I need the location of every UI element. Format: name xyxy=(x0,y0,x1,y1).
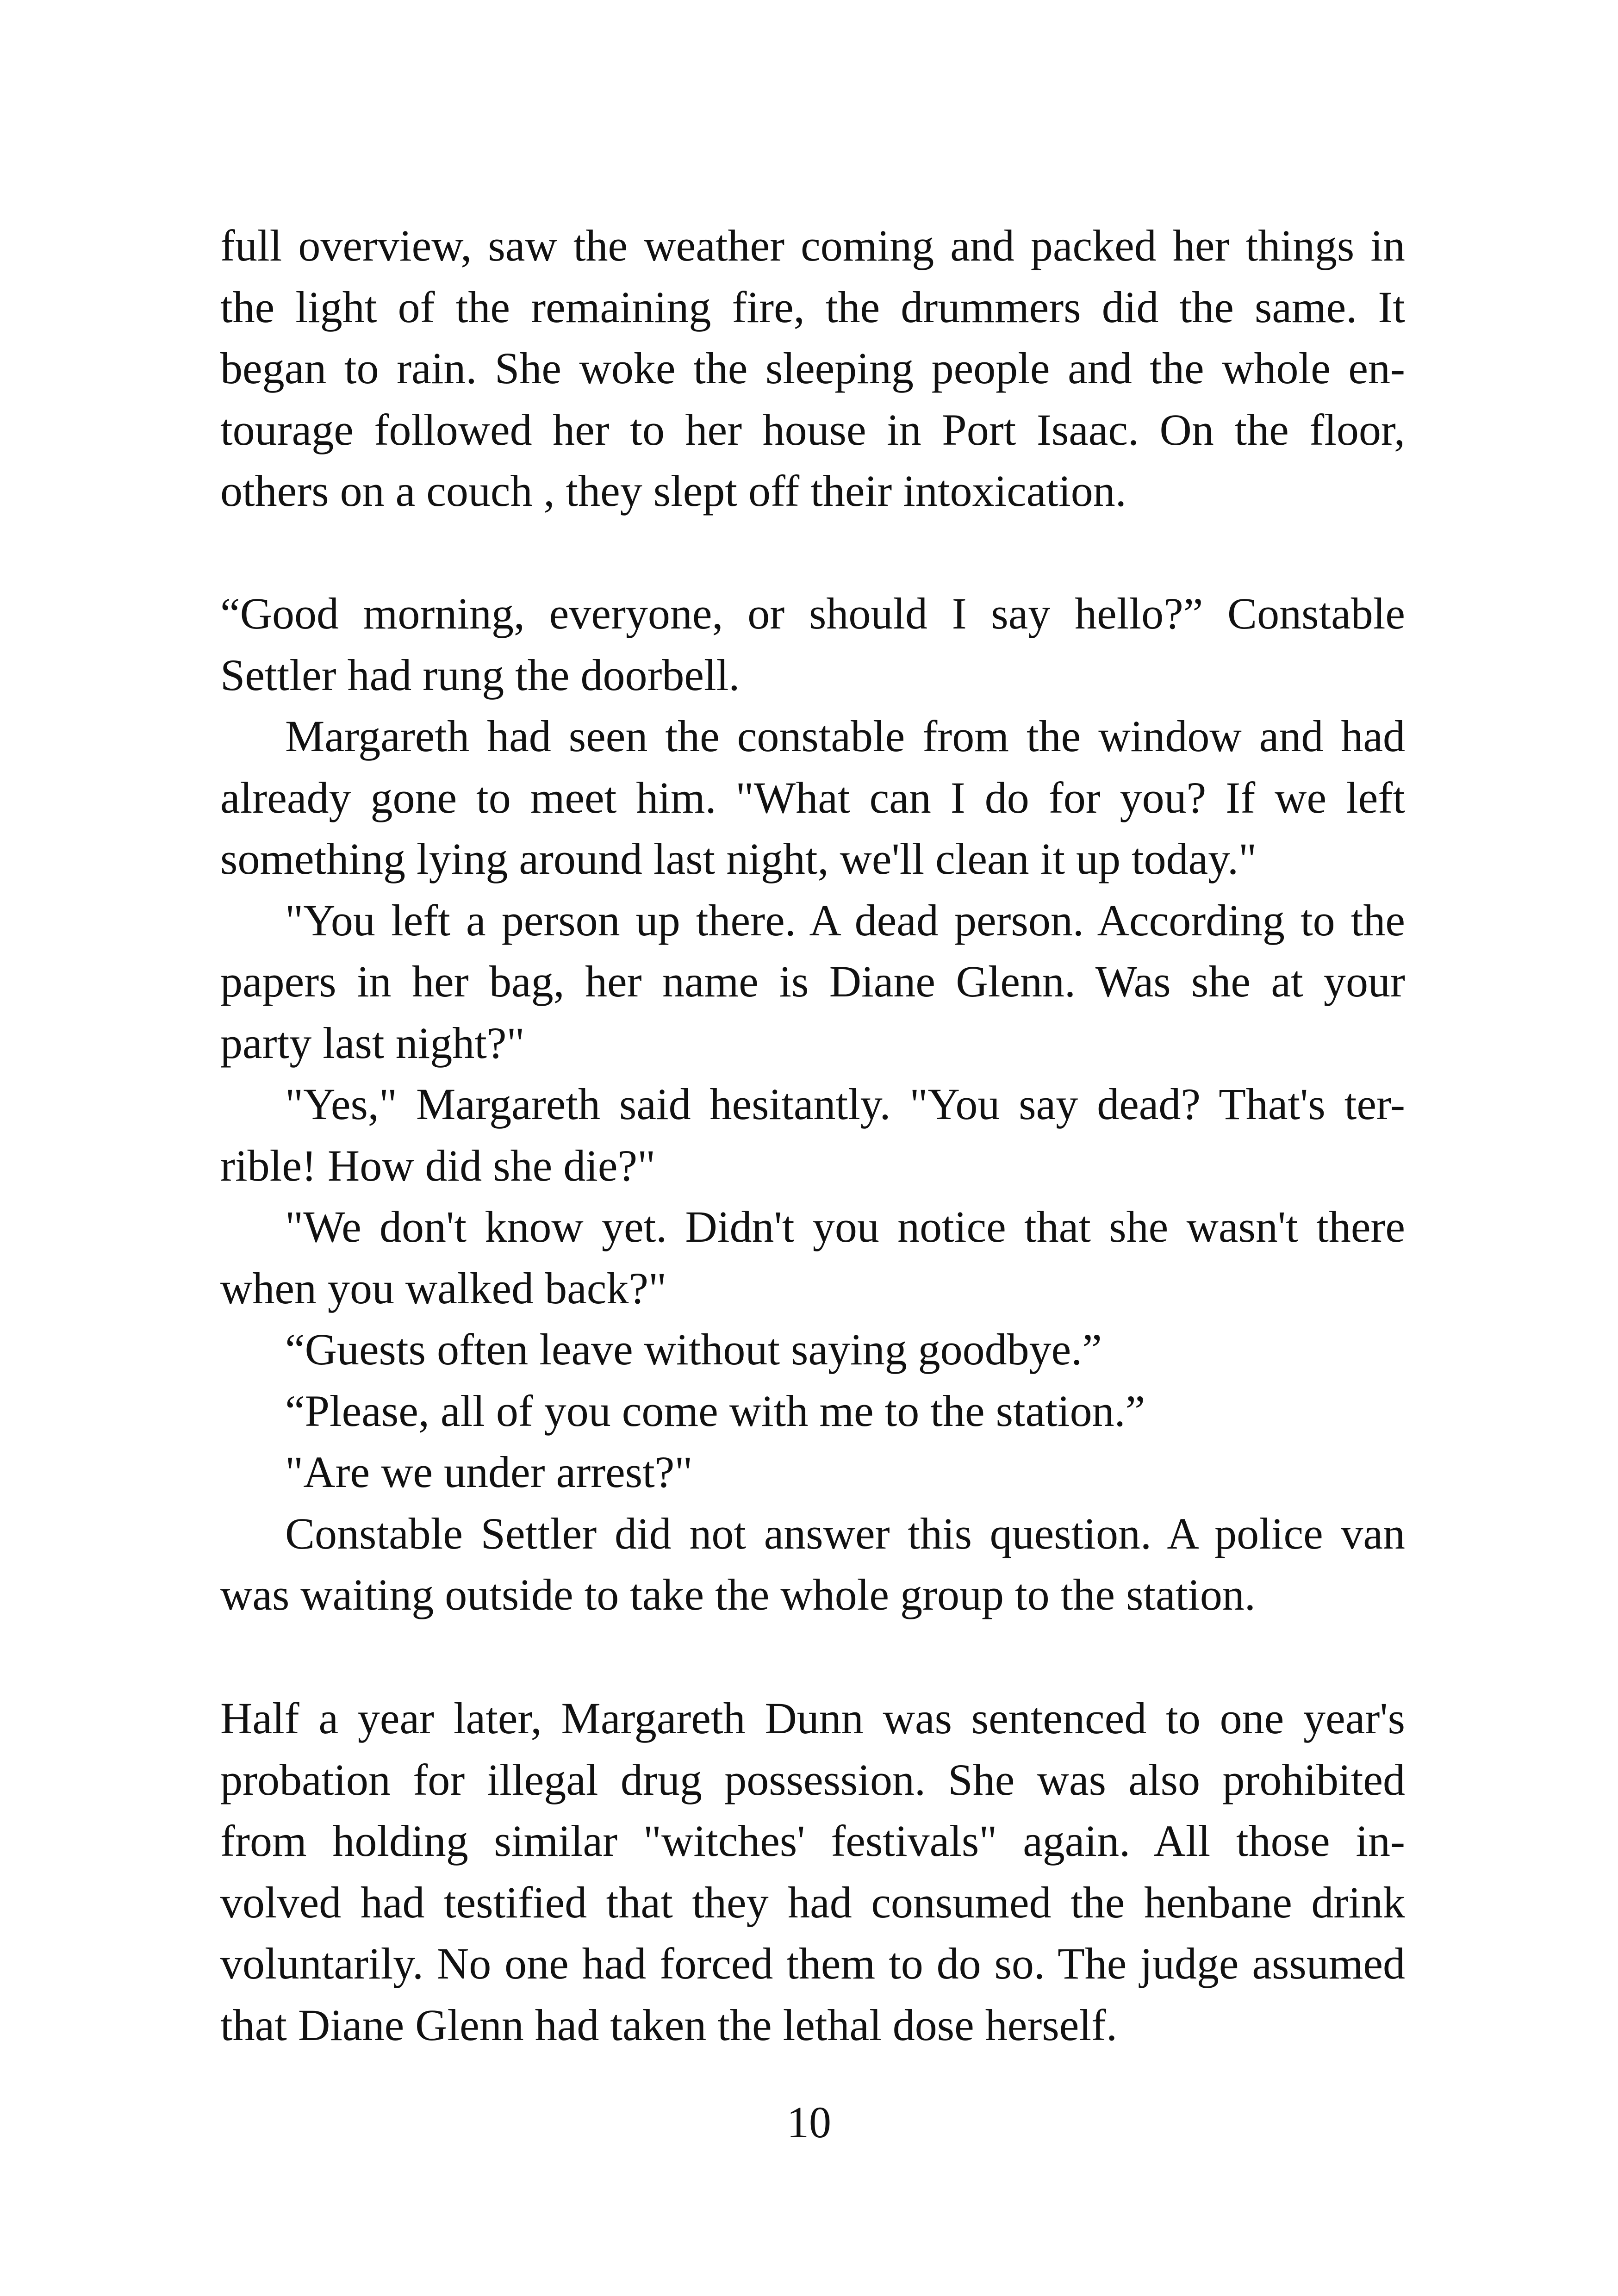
text-line: was waiting outside to take the whole group to the station. xyxy=(220,1570,1256,1619)
text-line: others on a couch , they slept off their intoxication. xyxy=(220,466,1126,516)
text-line: "Yes," Margareth said hesitantly. "You say dead? That's ter- xyxy=(285,1079,1405,1129)
text-line: Half a year later, Margareth Dunn was sentenced to one year's xyxy=(220,1693,1405,1743)
text-line: from holding similar "witches' festivals" again. All those in- xyxy=(220,1816,1405,1866)
paragraph-2 xyxy=(220,583,1405,1626)
text-line: papers in her bag, her name is Diane Glenn. Was she at your xyxy=(220,957,1405,1006)
text-line: party last night?" xyxy=(220,1018,525,1068)
text-line: "Are we under arrest?" xyxy=(285,1447,693,1497)
text-line: "We don't know yet. Didn't you notice that she wasn't there xyxy=(285,1202,1405,1251)
text-line: volved had testified that they had consumed the henbane drink xyxy=(220,1877,1405,1927)
page-number: 10 xyxy=(787,2097,831,2147)
text-line: the light of the remaining fire, the drummers did the same. It xyxy=(220,282,1405,332)
text-line: Margareth had seen the constable from the window and had xyxy=(285,711,1405,761)
text-line: “Good morning, everyone, or should I say hello?” Constable xyxy=(220,589,1405,638)
paragraph-3 xyxy=(220,1688,1405,2056)
text-line: “Guests often leave without saying goodbye.” xyxy=(285,1325,1102,1374)
text-line: “Please, all of you come with me to the station.” xyxy=(285,1386,1145,1436)
text-line: something lying around last night, we'll clean it up today." xyxy=(220,834,1257,884)
text-line: already gone to meet him. "What can I do for you? If we left xyxy=(220,772,1405,822)
paragraph-1 xyxy=(220,215,1405,522)
text-line: that Diane Glenn had taken the lethal dose herself. xyxy=(220,2000,1117,2050)
text-line: tourage followed her to her house in Port Isaac. On the floor, xyxy=(220,404,1405,454)
text-line: began to rain. She woke the sleeping people and the whole en- xyxy=(220,343,1405,393)
text-line: probation for illegal drug possession. She was also prohibited xyxy=(220,1755,1405,1804)
text-line: Constable Settler did not answer this question. A police van xyxy=(285,1508,1405,1558)
text-line: full overview, saw the weather coming and packed her things in xyxy=(220,221,1405,270)
text-line: "You left a person up there. A dead person. According to the xyxy=(285,895,1405,945)
text-line: voluntarily. No one had forced them to do so. The judge assumed xyxy=(220,1939,1405,1988)
text-line: rible! How did she die?" xyxy=(220,1140,656,1190)
text-line: when you walked back?" xyxy=(220,1263,667,1313)
text-line: Settler had rung the doorbell. xyxy=(220,650,740,700)
